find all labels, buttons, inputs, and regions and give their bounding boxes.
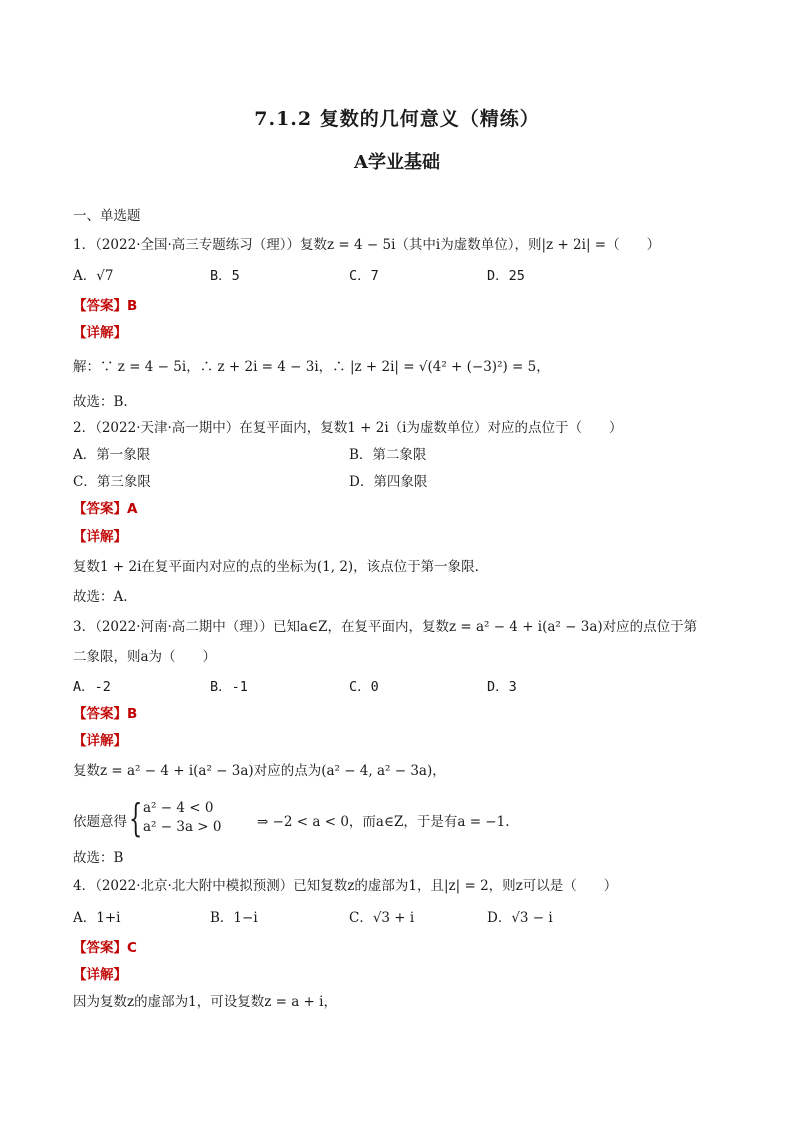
q3-option-c: C．0 xyxy=(349,679,379,695)
q3-answer xyxy=(73,708,137,722)
q2-option-a: A．第一象限 xyxy=(73,447,151,463)
q3-conclusion: 故选：B xyxy=(73,850,124,866)
q3-option-d: D．3 xyxy=(487,679,517,695)
q4-option-b: B．1−i xyxy=(210,910,258,926)
q4-detail-tag: 【详解】 xyxy=(73,967,127,983)
q4-stem: 4．（2022·北京·北大附中模拟预测）已知复数z的虚部为1，且|z| = 2，则z可以是（ ） xyxy=(73,878,618,894)
q2-option-b: B．第二象限 xyxy=(349,447,427,463)
q3-solution-lead: 依题意得 xyxy=(73,814,127,830)
q1-option-d: D．25 xyxy=(487,268,525,284)
q3-stem-line1: 3．（2022·河南·高二期中（理））已知a∈Z，在复平面内，复数z = a² − 4 + i(a² − 3a)对应的点位于第 xyxy=(73,619,698,635)
answer-value: B xyxy=(127,706,138,722)
q4-answer xyxy=(73,942,137,956)
q2-option-d: D．第四象限 xyxy=(349,474,428,490)
q3-solution-line1: 复数z = a² − 4 + i(a² − 3a)对应的点为(a² − 4, a² − 3a)， xyxy=(73,763,446,779)
q4-option-c: C．√3 + i xyxy=(349,910,415,926)
answer-tag: 【答案】 xyxy=(73,298,127,314)
answer-value: A xyxy=(127,501,138,517)
q3-option-a: A．-2 xyxy=(73,679,111,695)
page-title: 7.1.2 复数的几何意义（精练） xyxy=(254,108,540,130)
answer-tag: 【答案】 xyxy=(73,706,127,722)
answer-value: B xyxy=(127,298,138,314)
q2-stem: 2．（2022·天津·高一期中）在复平面内，复数1 + 2i（i为虚数单位）对应的点位于（ ） xyxy=(73,420,623,436)
q3-system-line2: a² − 3a > 0 xyxy=(143,819,222,835)
q3-detail-tag: 【详解】 xyxy=(73,733,127,749)
q1-option-a: A．√7 xyxy=(73,268,114,284)
q2-conclusion: 故选：A. xyxy=(73,589,128,605)
q1-stem: 1．（2022·全国·高三专题练习（理））复数z = 4 − 5i（其中i为虚数单位），则|z + 2i| =（ ） xyxy=(73,237,661,253)
q3-system-line1: a² − 4 < 0 xyxy=(143,800,214,816)
answer-tag: 【答案】 xyxy=(73,940,127,956)
answer-value: C xyxy=(127,940,137,956)
q2-detail-tag: 【详解】 xyxy=(73,529,127,545)
q1-option-c: C．7 xyxy=(349,268,379,284)
q3-option-b: B．-1 xyxy=(210,679,248,695)
q2-answer xyxy=(73,503,137,517)
q2-option-c: C．第三象限 xyxy=(73,474,151,490)
q4-option-d: D．√3 − i xyxy=(487,910,553,926)
answer-tag: 【答案】 xyxy=(73,501,127,517)
q1-option-b: B．5 xyxy=(210,268,240,284)
q1-answer xyxy=(73,300,137,314)
q3-solution-tail: ⇒ −2 < a < 0，而a∈Z，于是有a = −1. xyxy=(257,814,510,830)
q4-solution: 因为复数z的虚部为1，可设复数z = a + i， xyxy=(73,994,337,1010)
page-subtitle: A学业基础 xyxy=(354,152,440,173)
q4-option-a: A．1+i xyxy=(73,910,121,926)
section-heading: 一、单选题 xyxy=(73,208,141,224)
q1-solution: 解：∵ z = 4 − 5i，∴ z + 2i = 4 − 3i，∴ |z + 2i| = √(4² + (−3)²) = 5， xyxy=(73,359,550,375)
left-brace: { xyxy=(129,796,143,840)
q2-solution: 复数1 + 2i在复平面内对应的点的坐标为(1, 2)，该点位于第一象限. xyxy=(73,559,479,575)
q1-detail-tag: 【详解】 xyxy=(73,325,127,341)
q1-conclusion: 故选：B. xyxy=(73,394,128,410)
q3-stem-line2: 二象限，则a为（ ） xyxy=(73,649,217,665)
